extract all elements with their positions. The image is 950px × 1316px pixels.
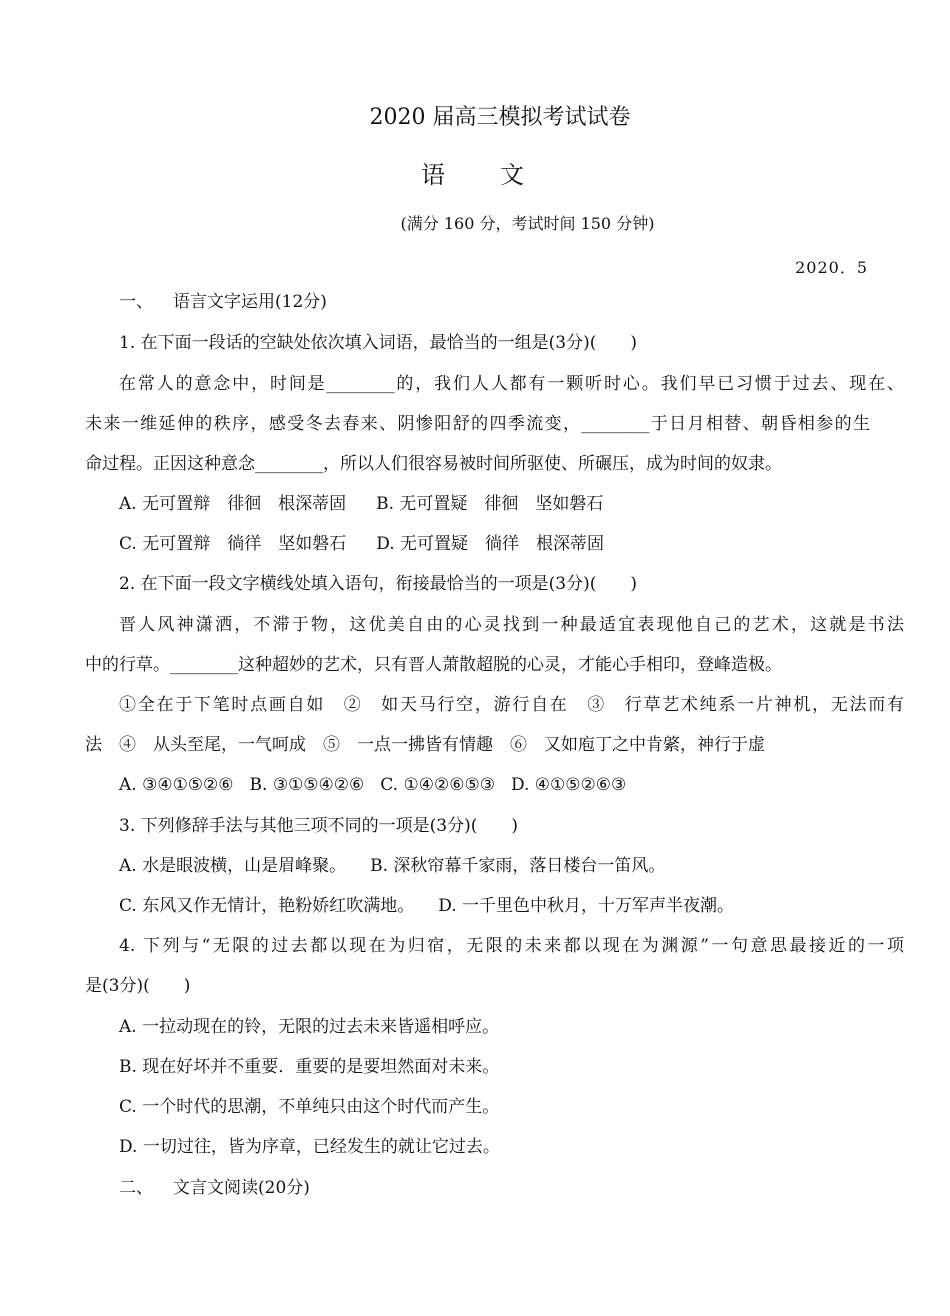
q4-stem-line: 4. 下列与“无限的过去都以现在为归宿，无限的未来都以现在为渊源”一句意思最接近的一项 [119, 936, 904, 956]
q3-option-a[interactable]: A. 水是眼波横，山是眉峰聚。 [119, 856, 347, 876]
q1-stem: 1. 在下面一段话的空缺处依次填入词语，最恰当的一组是(3分)( ) [119, 333, 637, 353]
q4-option-b[interactable]: B. 现在好坏并不重要．重要的是要坦然面对未来。 [119, 1057, 500, 1077]
q2-option-d[interactable]: D. ④①⑤②⑥③ [510, 775, 627, 795]
q1-options-row [85, 532, 904, 556]
q1-options-row [85, 492, 904, 516]
q3-option-d[interactable]: D. 一千里色中秋月，十万军声半夜潮。 [438, 896, 735, 916]
q3-stem: 3. 下列修辞手法与其他三项不同的一项是(3分)( ) [119, 816, 518, 836]
subject-title [0, 155, 950, 190]
exam-note-text: (满分 160 分，考试时间 150 分钟) [400, 214, 655, 233]
q3-option-c[interactable]: C. 东风又作无情计，艳粉娇红吹满地。 [119, 896, 415, 916]
q1-passage-line: 在常人的意念中，时间是________的，我们人人都有一颗听时心。我们早已习惯于过去、现在、 [119, 374, 904, 394]
q2-passage-line: 中的行草。________这种超妙的艺术，只有晋人萧散超脱的心灵，才能心手相印，登峰造极。 [85, 655, 782, 675]
q3-options-row [85, 854, 904, 878]
q2-option-a[interactable]: A. ③④①⑤②⑥ [119, 775, 234, 795]
q1-passage-line: 未来一维延伸的秩序，感受冬去春来、阴惨阳舒的四季流变，________于日月相替、朝昏相参的生 [85, 414, 870, 434]
q4-option-a[interactable]: A. 一拉动现在的铃，无限的过去未来皆遥相呼应。 [119, 1017, 500, 1037]
q1-passage-line: 命过程。正因这种意念________，所以人们很容易被时间所驱使、所碾压，成为时间的奴隶。 [85, 454, 782, 474]
section-1-heading [85, 290, 904, 314]
q1-option-b[interactable]: B. 无可置疑 徘徊 坚如磐石 [376, 494, 604, 514]
q1-option-a[interactable]: A. 无可置辩 徘徊 根深蒂固 [119, 494, 347, 514]
subject-text: 语文 [421, 161, 579, 189]
q4-option-d[interactable]: D. 一切过往，皆为序章，已经发生的就让它过去。 [119, 1137, 500, 1157]
exam-note [0, 211, 950, 234]
section-2-number: 二、 [119, 1178, 153, 1198]
section-1-title: 语言文字运用(12分) [173, 292, 327, 312]
section-2-heading [85, 1176, 904, 1200]
q3-options-row [85, 894, 904, 918]
q4-stem-line: 是(3分)( ) [85, 976, 191, 996]
exam-date: 2020．5 [795, 258, 868, 277]
q2-sentences-line: 法 ④ 从头至尾，一气呵成 ⑤ 一点一拂皆有情趣 ⑥ 又如庖丁之中肯綮，神行于虚 [85, 735, 765, 755]
q2-options-row [85, 773, 904, 797]
q1-option-d[interactable]: D. 无可置疑 徜徉 根深蒂固 [376, 534, 605, 554]
q2-passage-line: 晋人风神潇洒，不滞于物，这优美自由的心灵找到一种最适宜表现他自己的艺术，这就是书法 [119, 615, 904, 635]
q3-option-b[interactable]: B. 深秋帘幕千家雨，落日楼台一笛风。 [370, 856, 666, 876]
q2-sentences-line: ①全在于下笔时点画自如 ② 如天马行空，游行自在 ③ 行草艺术纯系一片神机，无法而有 [119, 695, 904, 715]
q1-option-c[interactable]: C. 无可置辩 徜徉 坚如磐石 [119, 534, 347, 554]
q2-option-b[interactable]: B. ③①⑤④②⑥ [249, 775, 365, 795]
q4-option-c[interactable]: C. 一个时代的思潮，不单纯只由这个时代而产生。 [119, 1097, 500, 1117]
q2-stem: 2. 在下面一段文字横线处填入语句，衔接最恰当的一项是(3分)( ) [119, 574, 637, 594]
section-2-title: 文言文阅读(20分) [173, 1178, 310, 1198]
section-1-number: 一、 [119, 292, 153, 312]
exam-title-text: 2020 届高三模拟考试试卷 [369, 105, 631, 130]
q2-option-c[interactable]: C. ①④②⑥⑤③ [380, 775, 495, 795]
exam-title [0, 100, 950, 131]
